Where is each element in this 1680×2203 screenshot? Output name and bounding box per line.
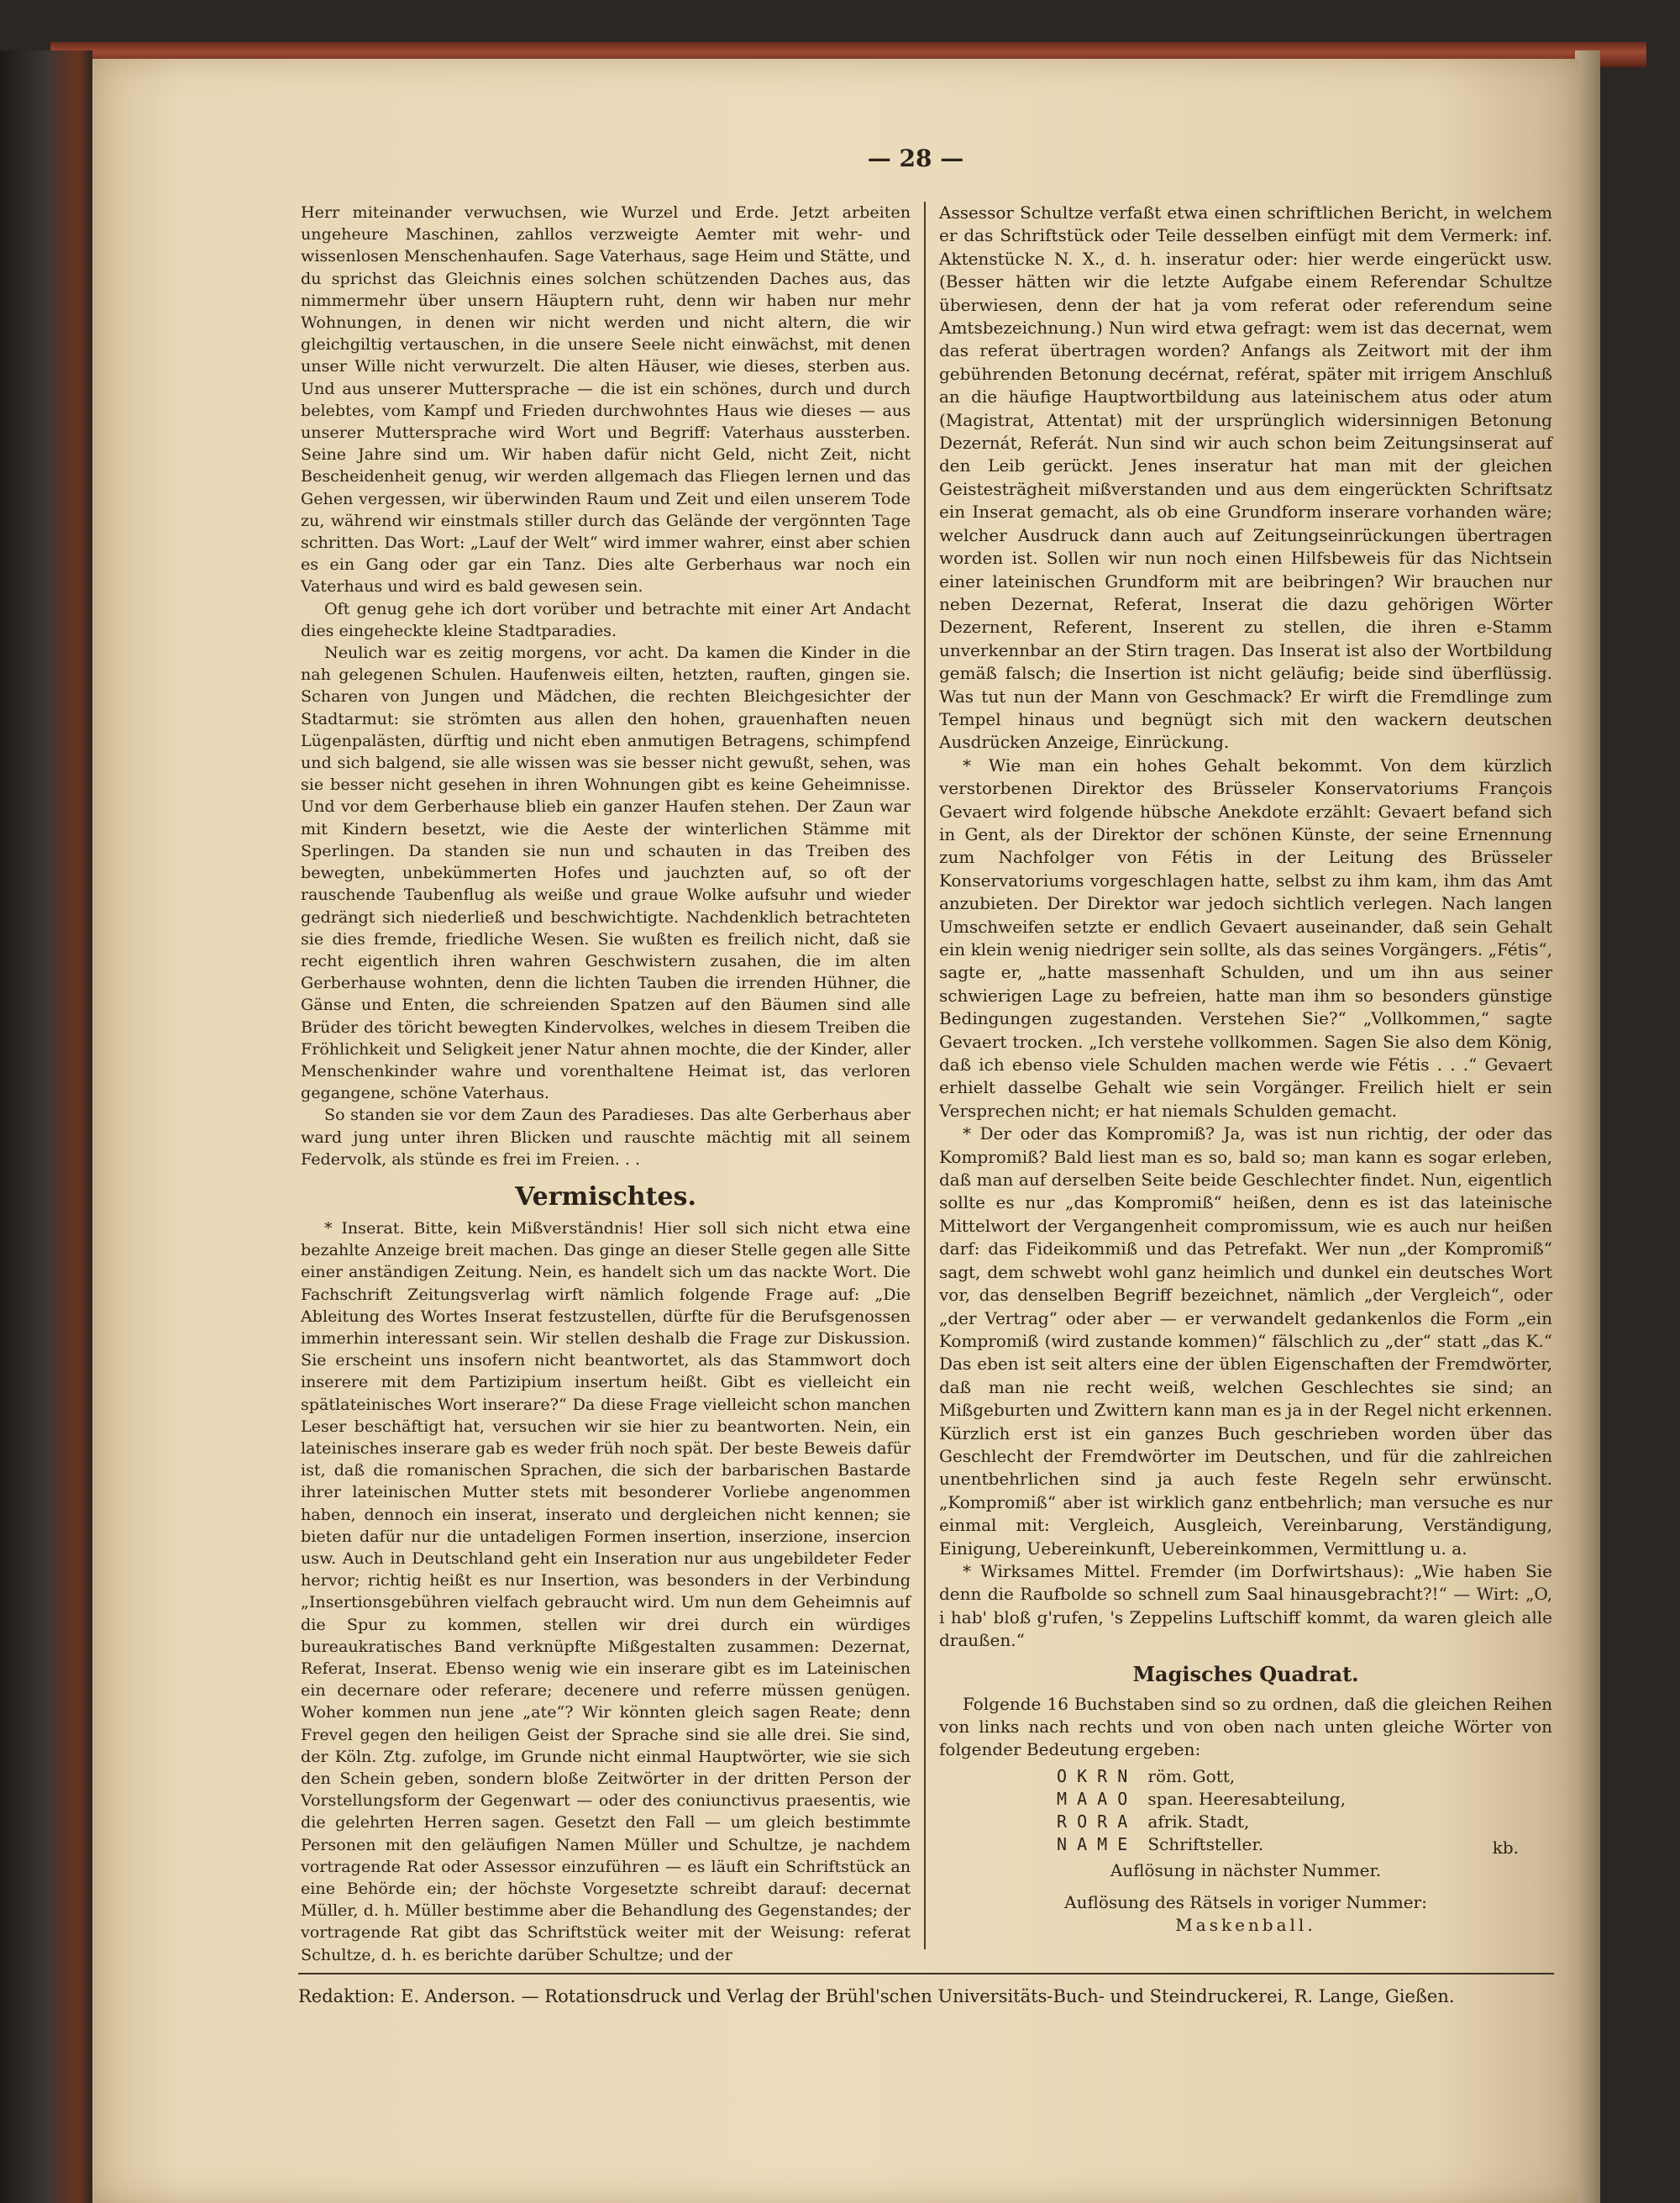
footer-rule [298,1973,1554,1974]
left-column [301,202,911,1966]
square-row: N A M E Schriftsteller. [1057,1833,1264,1854]
right-column [939,202,1552,1937]
imprint-footer: Redaktion: E. Anderson. — Rotationsdruck und Verlag der Brühl'schen Universitäts-Buch- und Steindruckerei, R. Lange, Gießen. [298,1986,1455,2006]
previous-solution-label: Auflösung des Rätsels in voriger Nummer: [1064,1891,1427,1912]
square-row: R O R A afrik. Stadt, [1057,1811,1250,1832]
puzzle-signature: kb. [1492,1837,1519,1858]
paragraph: Neulich war es zeitig morgens, vor acht. Da kamen die Kinder in die nah gelegenen Schulen. Haufenweis eilten, hetzten, rauften, gingen sie. Scharen von Jungen und Mädchen, die rechten Bleichgesichter der Stadtarmut: sie strömten aus allen den hohen, grauenhaften neuen Lügenpalästen, dürftig und nicht eben anmutigen Betragens, schimpfend und sich balgend, sie alle wissen was sie besser nicht gewußt, sehen, was sie besser nicht gesehen in ihren Wohnungen gibt es keine Geheimnisse. Und vor dem Gerberhause blieb ein ganzer Haufen stehen. Der Zaun war mit Kindern besetzt, wie die Aeste der winterlichen Stämme mit Sperlingen. Da standen sie nun und schauten in das Treiben des bewegten, unbekümmerten Hofes und jauchzten auf, so oft der rauschende Taubenflug als weiße und graue Wolke aufsuhr und wieder gedrängt sich niederließ und beschwichtigte. Nachdenklich betrachteten sie dies fremde, friedliche Wesen. Sie wußten es freilich nicht, daß sie recht eigentlich ihren wahren Geschwistern zusahen, die im alten Gerberhause wohnten, denn die lichten Tauben die irrenden Hühner, die Gänse und Enten, die schreienden Spatzen auf den Bäumen sind alle Brüder des töricht bewegten Kindervolkes, welches in diesem Treiben die Fröhlichkeit und Seligkeit jener Natur ahnen mochte, die der Kinder, aller Menschenkinder wahre und vorenthaltene Heimat ist, das verloren gegangene, schöne Vaterhaus. [301,643,911,1103]
paragraph: Assessor Schultze verfaßt etwa einen schriftlichen Bericht, in welchem er das Schriftstück oder Teile desselben einfügt mit dem Vermerk: inf. Aktenstücke N. X., d. h. inseratur oder: hier werde eingerückt usw. (Besser hätten wir die letzte Aufgabe einem Referendar Schultze überwiesen, denn der hat ja vom referat oder referendum seine Amtsbezeichnung.) Nun wird etwa gefragt: wem ist das decernat, wem das referat übertragen worden? Anfangs als Zeitwort mit der ihm gebührenden Betonung decérnat, reférat, später mit irrigem Anschluß an die häufige Hauptwortbildung aus lateinischem atus oder atum (Magistrat, Attentat) mit der ursprünglich widersinnigen Betonung Dezernát, Referát. Nun sind wir auch schon beim Zeitungsinserat auf den Leib gerückt. Jenes inseratur hat man mit der gleichen Geistesträgheit mißverstanden und aus dem eingerückten Schriftsatz ein Inserat gemacht, als ob eine Grundform inserare vorhanden wäre; welcher Ausdruck dann auch auf Zeitungseinrückungen übertragen worden ist. Sollen wir nun noch einen Hilfsbeweis für das Nichtsein einer lateinischen Grundform mit are beibringen? Wir brauchen nur neben Dezernat, Referat, Inserat die dazu gehörigen Wörter Dezernent, Referent, Inserent zu stellen, die ihren e-Stamm unverkennbar an der Stirn tragen. Das Inserat ist also der Wortbildung gemäß falsch; die Insertion ist nicht geläufig; beide sind überflüssig. Was tut nun der Mann von Geschmack? Er wirft die Fremdlinge zum Tempel hinaus und begnügt sich mit den wackern deutschen Ausdrücken Anzeige, Einrückung. [939,202,1552,753]
square-row: M A A O span. Heeresabteilung, [1057,1788,1347,1809]
puzzle-intro: Folgende 16 Buchstaben sind so zu ordnen, daß die gleichen Reihen von links nach rechts und von oben nach unten gleiche Wörter von folgender Bedeutung ergeben: [939,1693,1552,1760]
column-divider [924,202,926,1949]
paragraph: * Wie man ein hohes Gehalt bekommt. Von dem kürzlich verstorbenen Direktor des Brüsseler Konservatoriums François Gevaert wird folgende hübsche Anekdote erzählt: Gevaert befand sich in Gent, als der Direktor der schönen Künste, der seine Ernennung zum Nachfolger von Fétis in der Leitung des Brüsseler Konservatoriums vorgeschlagen hatte, selbst zu ihm kam, ihm das Amt anzubieten. Der Direktor war jedoch sichtlich verlegen. Nach langen Umschweifen setzte er endlich Gevaert auseinander, daß sein Gehalt ein klein wenig niedriger sein sollte, als das seines Vorgängers. „Fétis“, sagte er, „hatte massenhaft Schulden, und um ihn aus seiner schwierigen Lage zu befreien, hatte man ihm so besonders günstige Bedingungen zugestanden. Verstehen Sie?“ „Vollkommen,“ sagte Gevaert trocken. „Ich verstehe vollkommen. Sagen Sie also dem König, daß ich ebenso viele Schulden machen werde wie Fétis . . .“ Gevaert erhielt dasselbe Gehalt wie sein Vorgänger. Freilich hielt er sein Versprechen nicht; er hat niemals Schulden gemacht. [939,754,1552,1121]
book-binding-left [0,50,92,2203]
paragraph: * Der oder das Kompromiß? Ja, was ist nun richtig, der oder das Kompromiß? Bald liest man es so, bald so; man kann es sogar erleben, daß man auf derselben Seite beide Geschlechter findet. Nun, eigentlich sollte es nur „das Kompromiß“ heißen, denn es ist das lateinische Mittelwort der Vergangenheit compromissum, wie es auch nur heißen darf: das Fideikommiß und das Petrefakt. Wer nun „der Kompromiß“ sagt, dem schwebt wohl ganz heimlich und dunkel ein deutsches Wort vor, das denselben Begriff bezeichnet, nämlich „der Vergleich“, oder „der Vertrag“ oder aber — er verwandelt gedankenlos die Form „ein Kompromiß (wird zustande kommen)“ fälschlich zu „der“ statt „das K.“ Das eben ist seit alters eine der üblen Eigenschaften der Fremdwörter, daß man nie recht weiß, welchen Geschlechtes sie sind; an Mißgeburten und Zwittern kann man es ja in der Regel nicht erkennen. Kürzlich erst ist ein ganzes Buch geschrieben worden über das Geschlecht der Fremdwörter im Deutschen, und für die zahlreichen unentbehrlichen sind ja auch feste Regeln sehr erwünscht. „Kompromiß“ aber ist wirklich ganz entbehrlich; man versuche es nur einmal mit: Vergleich, Ausgleich, Vereinbarung, Verständigung, Einigung, Uebereinkunft, Uebereinkommen, Vermittlung u. a. [939,1123,1552,1559]
paragraph: Oft genug gehe ich dort vorüber und betrachte mit einer Art Andacht dies eingeheckte kleine Stadtparadies. [301,598,911,640]
square-row: O K R N röm. Gott, [1057,1765,1236,1786]
paragraph: * Wirksames Mittel. Fremder (im Dorfwirtshaus): „Wie haben Sie denn die Raufbolde so schnell zum Saal hinausgebracht?!“ — Wirt: „O, i hab' bloß g'rufen, 's Zeppelins Luftschiff kommt, da waren gleich alle draußen.“ [939,1560,1552,1651]
page-number: — 28 — [867,145,964,172]
paragraph: So standen sie vor dem Zaun des Paradieses. Das alte Gerberhaus aber ward jung unter ihren Blicken und rauschte mächtig mit all seinem Federvolk, als stünde es frei im Freien. . . [301,1105,911,1169]
previous-solution: Maskenball. [1175,1915,1316,1936]
section-heading: Vermischtes. [515,1181,696,1212]
puzzle-solution-note: Auflösung in nächster Nummer. [1110,1860,1382,1881]
paragraph: * Inserat. Bitte, kein Mißverständnis! Hier soll sich nicht etwa eine bezahlte Anzeige breit machen. Das ginge an dieser Stelle gegen alle Sitte einer anständigen Zeitung. Nein, es handelt sich um das nackte Wort. Die Fachschrift Zeitungsverlag wirft nämlich folgende Frage auf: „Die Ableitung des Wortes Inserat festzustellen, dürfte für die Berufsgenossen immerhin interessant sein. Wir stellen deshalb die Frage zur Diskussion. Sie erscheint uns insofern nicht beantwortet, als das Stammwort doch inserere mit dem Partizipium insertum heißt. Gibt es vielleicht ein spätlateinisches Wort inserare?“ Da diese Frage vielleicht schon manchen Leser beschäftigt hat, versuchen wir sie hier zu beantworten. Nein, ein lateinisches inserare gab es weder früh noch spät. Der beste Beweis dafür ist, daß die romanischen Sprachen, die sich der barbarischen Bastarde ihrer lateinischen Mutter stets mit besonderer Vorliebe angenommen haben, dennoch ein inserat, inserato und dergleichen nicht kennen; sie bieten dafür nur die untadeligen Formen insertion, inserzione, insercion usw. Auch in Deutschland geht ein Inseration nur aus ungebildeter Feder hervor; richtig heißt es nur Insertion, was besonders in der Verbindung „Insertionsgebühren vielfach gebraucht wird. Um nun dem Geheimnis auf die Spur zu kommen, stellen wir drei durch ein würdiges bureaukratisches Band verknüpfte Mißgestalten zusammen: Dezernat, Referat, Inserat. Ebenso wenig wie ein inserare gibt es im Lateinischen ein decernare oder referare; decenere und referre müssen genügen. Woher kommen nun jene „ate“? Wir könnten gleich sagen Reate; denn Frevel gegen den heiligen Geist der Sprache sind sie alle drei. Sie sind, der Köln. Ztg. zufolge, im Grunde nicht einmal Hauptwörter, wie sie sich den Schein geben, sondern bloße Zeitwörter in der dritten Person der Vorstellungsform der Gegenwart — oder des coniunctivus praesentis, wie die gelehrten Herren sagen. Gesetzt den Fall — um gleich bestimmte Personen mit den geläufigen Namen Müller und Schultze, je nachdem vortragende Rat oder Assessor einzuführen — es läuft ein Schriftstück an eine Behörde ein; der höchste Vorgesetzte schreibt darauf: decernat Müller, d. h. Müller bestimme aber die Behandlung des Gegenstandes; der vortragende Rat gibt das Schriftstück weiter mit der Weisung: referat Schultze, d. h. es berichte darüber Schultze; und der [301,1217,911,1964]
paragraph: Herr miteinander verwuchsen, wie Wurzel und Erde. Jetzt arbeiten ungeheure Maschinen, zahllos verzweigte Aemter mit wehr- und wissenlosen Menschenhaufen. Sage Vaterhaus, sage Heim und Stätte, und du sprichst das Gleichnis eines solchen schützenden Daches aus, das nimmermehr über unsern Häuptern ruht, denn wir haben nur mehr Wohnungen, in denen wir nicht werden und nicht altern, die wir gleichgiltig vertauschen, in die unsere Seele nicht einwächst, mit denen unser Wille nicht verwurzelt. Die alten Häuser, wie dieses, sterben aus. Und aus unserer Muttersprache — die ist ein schönes, durch und durch belebtes, vom Kampf und Frieden durchwohntes Haus wie dieses — aus unserer Muttersprache wird Wort und Begriff: Vaterhaus aussterben. Seine Jahre sind um. Wir haben dafür nicht Geld, nicht Zeit, nicht Bescheidenheit genug, wir werden allgemach das Fliegen lernen und das Gehen vergessen, wir überwinden Raum und Zeit und eilen unserem Tode zu, während wir einstmals stiller durch das Gelände der vergönnten Tage schritten. Das Wort: „Lauf der Welt“ wird immer wahrer, einst aber schien es ein Gang oder gar ein Tanz. Dies alte Gerberhaus war noch ein Vaterhaus und wird es bald gewesen sein. [301,202,911,597]
puzzle-heading: Magisches Quadrat. [1132,1661,1359,1686]
